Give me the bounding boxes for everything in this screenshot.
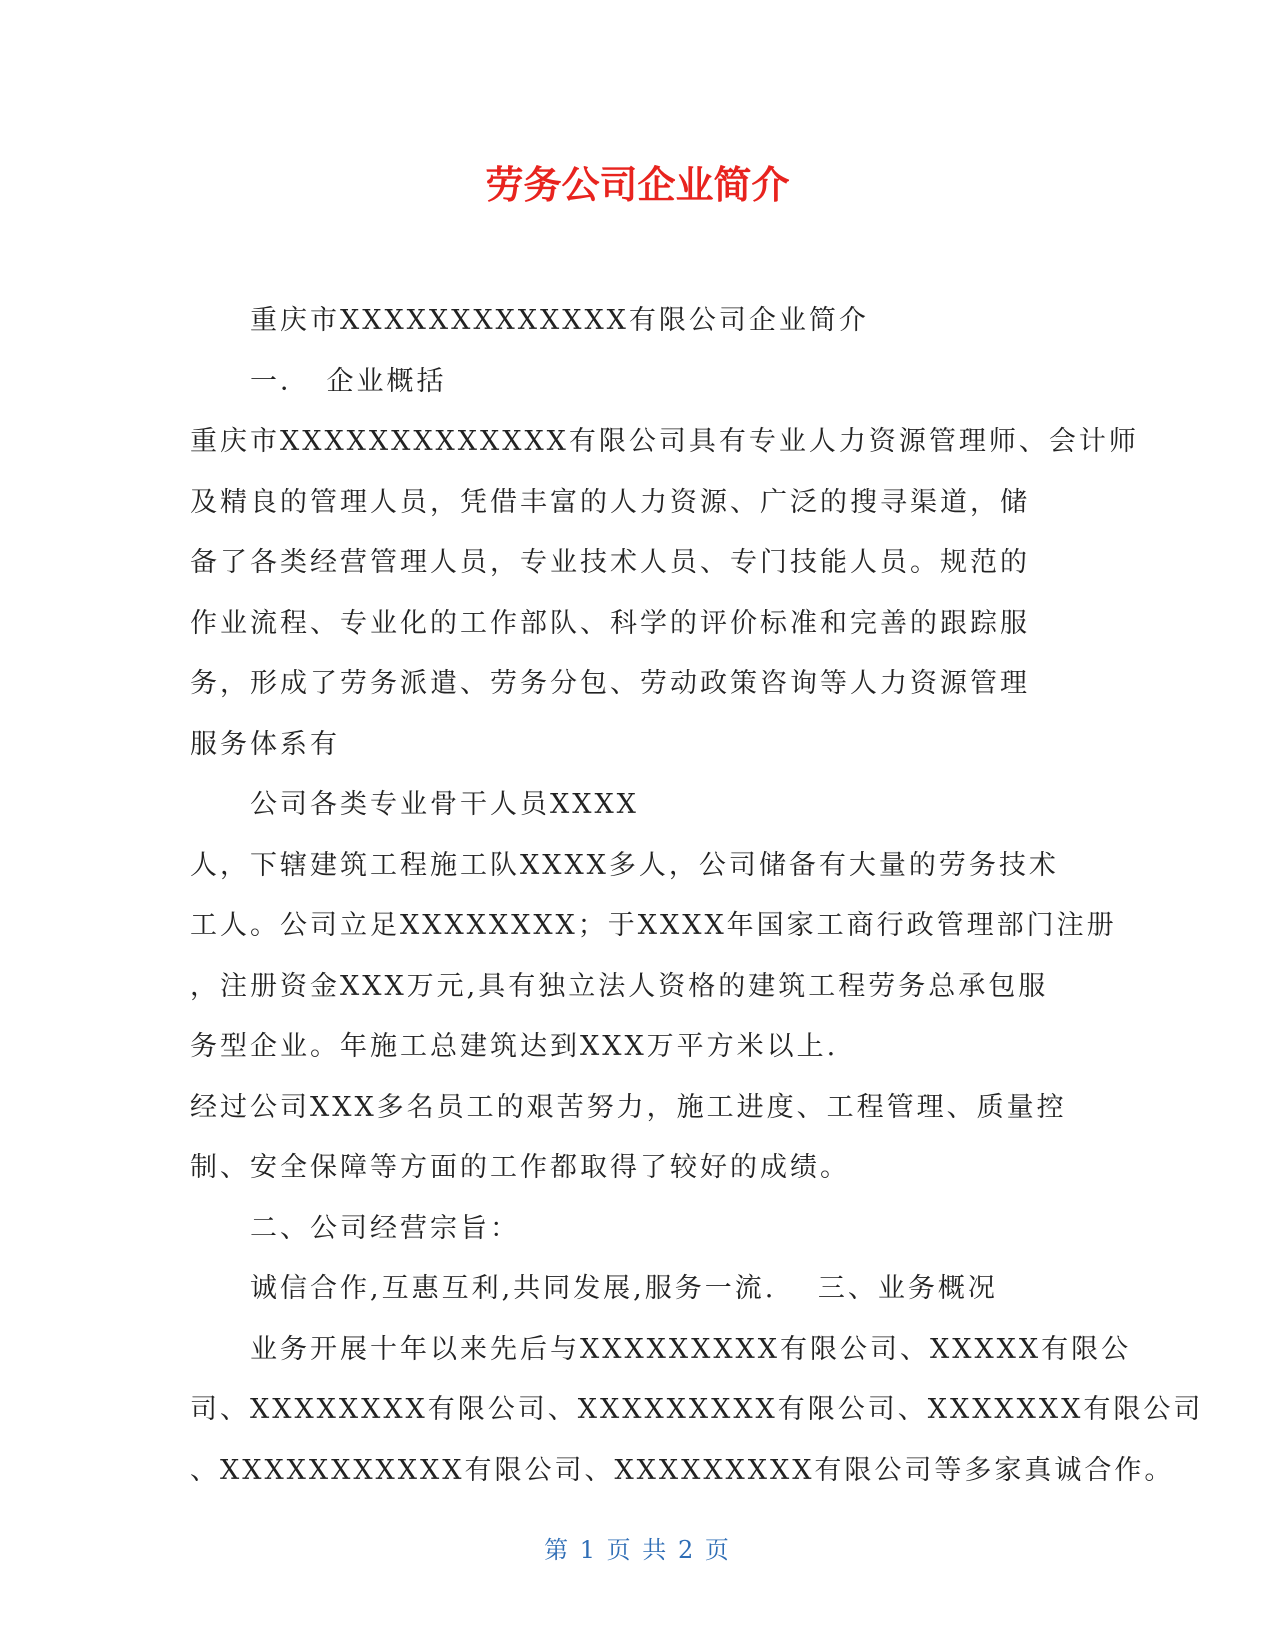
paragraph-line: 制、安全保障等方面的工作都取得了较好的成绩。 <box>190 1152 850 1183</box>
paragraph-line: 务型企业。年施工总建筑达到XXX万平方米以上. <box>190 1031 839 1062</box>
section-heading-purpose: 二、公司经营宗旨： <box>250 1212 520 1244</box>
paragraph-line: 经过公司XXX多名员工的艰苦努力，施工进度、工程管理、质量控 <box>190 1091 1067 1123</box>
paragraph-line: 务，形成了劳务派遣、劳务分包、劳动政策咨询等人力资源管理 <box>190 668 1030 699</box>
paragraph-line: 人，下辖建筑工程施工队XXXX多人，公司储备有大量的劳务技术 <box>190 849 1059 881</box>
document-body <box>190 291 1204 1501</box>
paragraph-line: 备了各类经营管理人员，专业技术人员、专门技能人员。规范的 <box>190 547 1030 578</box>
paragraph-line: 业务开展十年以来先后与XXXXXXXXX有限公司、XXXXX有限公 <box>250 1333 1132 1365</box>
paragraph-line: 诚信合作,互惠互利,共同发展,服务一流. 三、业务概况 <box>250 1273 998 1304</box>
section-heading-overview: 一． 企业概括 <box>250 365 447 397</box>
paragraph-line: 服务体系有 <box>190 728 340 760</box>
paragraph-line: ，注册资金XXX万元,具有独立法人资格的建筑工程劳务总承包服 <box>190 970 1049 1002</box>
paragraph-line: 作业流程、专业化的工作部队、科学的评价标准和完善的跟踪服 <box>190 607 1030 639</box>
company-intro-heading: 重庆市XXXXXXXXXXXXX有限公司企业简介 <box>250 305 869 336</box>
paragraph-line: 公司各类专业骨干人员XXXX <box>250 789 639 820</box>
page-number-footer: 第 1 页 共 2 页 <box>544 1536 731 1564</box>
paragraph-line: 、XXXXXXXXXXX有限公司、XXXXXXXXX有限公司等多家真诚合作。 <box>190 1454 1175 1486</box>
paragraph-line: 司、XXXXXXXX有限公司、XXXXXXXXX有限公司、XXXXXXX有限公司 <box>190 1394 1204 1425</box>
paragraph-line: 工人。公司立足XXXXXXXX；于XXXX年国家工商行政管理部门注册 <box>190 910 1117 941</box>
document-title: 劳务公司企业简介 <box>485 163 790 207</box>
paragraph-line: 重庆市XXXXXXXXXXXXX有限公司具有专业人力资源管理师、会计师 <box>190 426 1139 457</box>
paragraph-line: 及精良的管理人员，凭借丰富的人力资源、广泛的搜寻渠道，储 <box>190 486 1030 518</box>
